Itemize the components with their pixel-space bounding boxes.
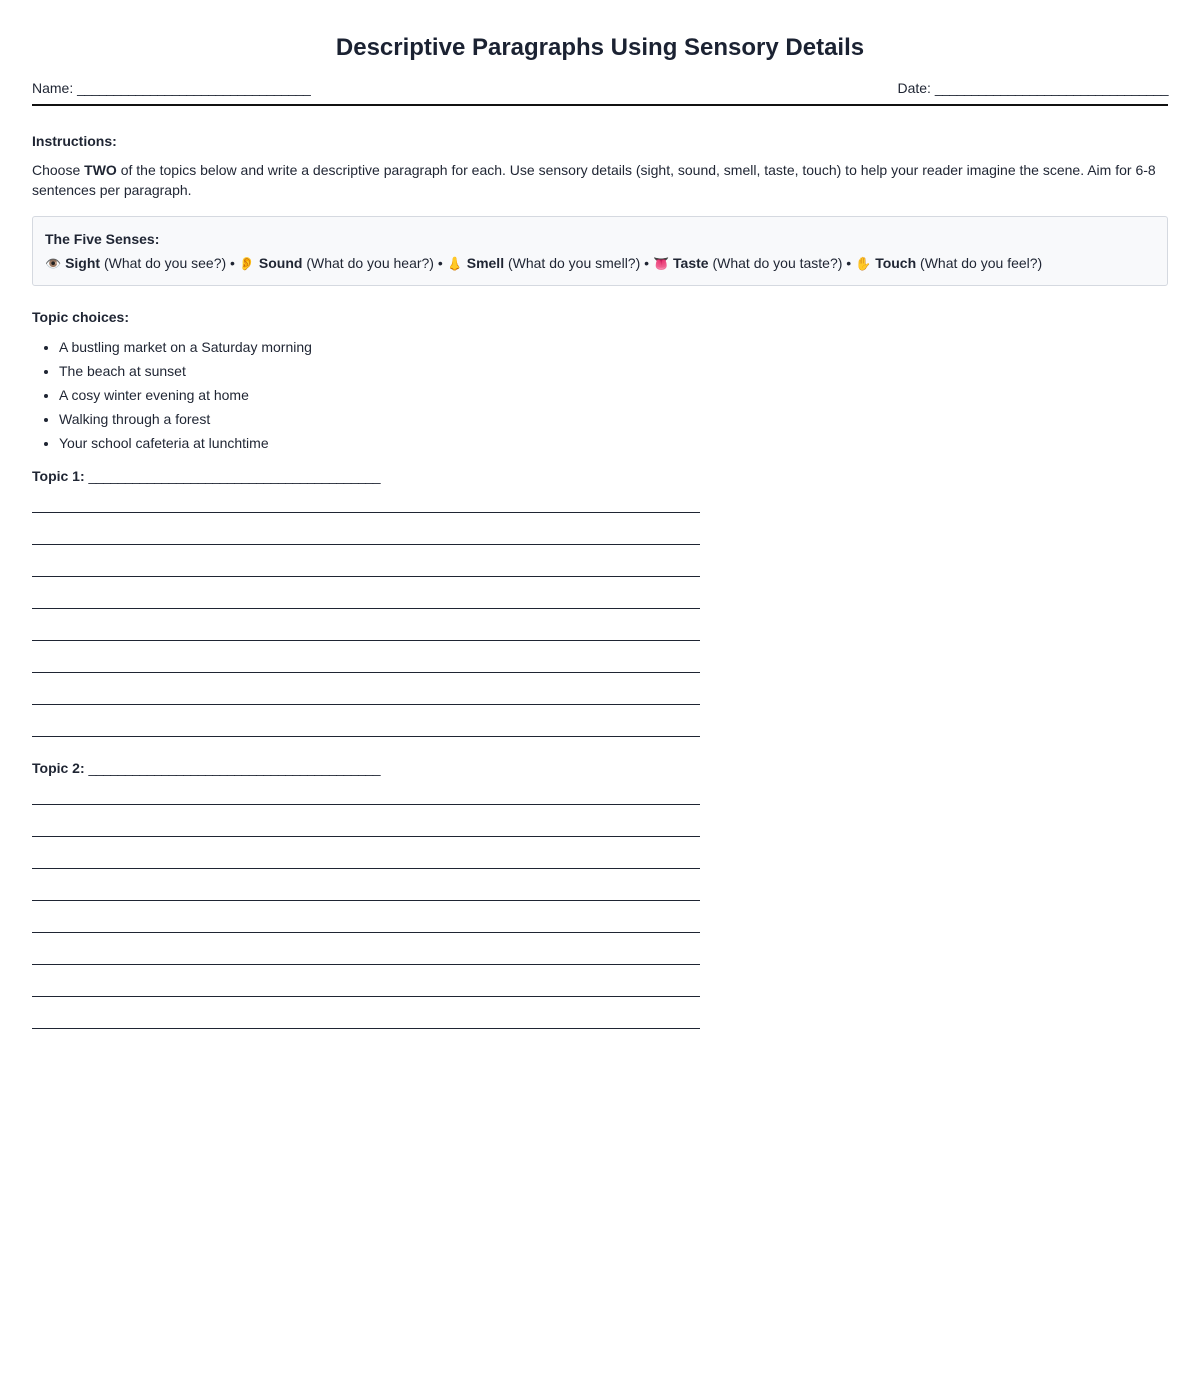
writing-line[interactable] (32, 837, 700, 869)
writing-line[interactable] (32, 783, 700, 805)
name-label: Name: (32, 80, 74, 96)
writing-line[interactable] (32, 901, 700, 933)
sense-sound (239, 255, 434, 271)
topic-choices-list (32, 335, 1168, 455)
date-field[interactable] (897, 80, 1168, 96)
instructions-text-end: of the topics below and write a descriptive paragraph for each. Use sensory details (sight, sound, smell, taste, touch) to help your reader imagine the scene. Aim for 6-8 sentences per paragraph. (32, 162, 1156, 198)
topic-choices-heading: Topic choices: (32, 309, 129, 325)
topic-1-heading (32, 467, 1168, 485)
hand-icon: ✋ (855, 256, 872, 271)
list-item: • A bustling market on a Saturday morning (59, 335, 1168, 359)
topic-2-title-blank[interactable]: ________________________________________ (88, 760, 380, 776)
date-blank[interactable]: ________________________________ (934, 80, 1168, 96)
writing-line[interactable] (32, 577, 700, 609)
instructions-heading: Instructions: (32, 133, 117, 149)
list-item: • Walking through a forest (59, 407, 1168, 431)
name-blank[interactable]: ________________________________ (77, 80, 311, 96)
topic-1-label: Topic 1: (32, 468, 85, 484)
separator: • (842, 255, 856, 271)
sense-prompt: (What do you see?) (103, 255, 227, 271)
sense-smell (447, 255, 641, 271)
sense-taste (653, 255, 842, 271)
date-label: Date: (897, 80, 931, 96)
writing-line[interactable] (32, 641, 700, 673)
separator: • (640, 255, 653, 271)
separator: • (226, 255, 239, 271)
topic-2-writing-area[interactable] (32, 783, 1168, 1029)
writing-line[interactable] (32, 965, 700, 997)
topic-2-label: Topic 2: (32, 760, 85, 776)
writing-line[interactable] (32, 545, 700, 577)
sense-name: Sound (258, 255, 303, 271)
list-item: • A cosy winter evening at home (59, 383, 1168, 407)
tongue-icon: 👅 (652, 256, 670, 271)
sense-touch (855, 255, 1042, 271)
header-fields (32, 80, 1168, 106)
five-senses-box (32, 216, 1168, 286)
five-senses-title: The Five Senses: (45, 231, 160, 247)
ear-icon: 👂 (238, 256, 256, 271)
instructions-emphasis: TWO (84, 162, 117, 178)
name-field[interactable] (32, 80, 310, 96)
nose-icon: 👃 (446, 256, 463, 271)
topic-1-writing-area[interactable] (32, 491, 1168, 737)
writing-line[interactable] (32, 997, 700, 1029)
writing-line[interactable] (32, 869, 700, 901)
page-title: Descriptive Paragraphs Using Sensory Details (335, 34, 865, 61)
sense-name: Taste (673, 255, 709, 271)
list-item: • The beach at sunset (59, 359, 1168, 383)
instructions-text (32, 160, 1168, 200)
separator: • (433, 255, 447, 271)
writing-line[interactable] (32, 705, 700, 737)
sense-prompt: (What do you feel?) (920, 255, 1043, 271)
sense-prompt: (What do you hear?) (306, 255, 434, 271)
sense-name: Touch (875, 255, 917, 271)
sense-prompt: (What do you taste?) (712, 255, 843, 271)
writing-line[interactable] (32, 673, 700, 705)
writing-line[interactable] (32, 491, 700, 513)
sense-sight (45, 255, 226, 271)
writing-line[interactable] (32, 805, 700, 837)
topic-1-title-blank[interactable]: ________________________________________ (88, 468, 380, 484)
writing-line[interactable] (32, 513, 700, 545)
sense-name: Sight (65, 255, 101, 271)
topic-2-heading (32, 759, 1168, 777)
sense-prompt: (What do you smell?) (507, 255, 641, 271)
list-item: • Your school cafeteria at lunchtime (59, 431, 1168, 455)
instructions-text-start: Choose (32, 162, 85, 178)
five-senses-list (45, 254, 1155, 273)
sense-name: Smell (466, 255, 505, 271)
writing-line[interactable] (32, 933, 700, 965)
writing-line[interactable] (32, 609, 700, 641)
eye-icon: 👁️ (45, 256, 62, 271)
